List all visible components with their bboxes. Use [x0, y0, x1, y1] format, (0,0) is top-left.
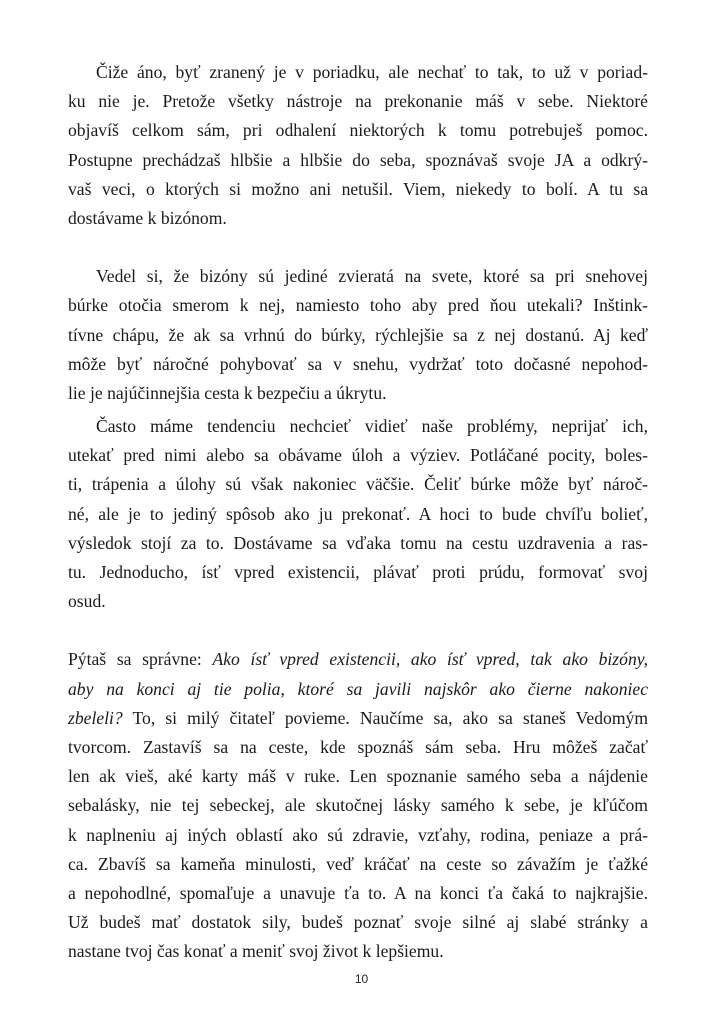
text-line: vaš veci, o ktorých si možno ani netušil. Viem, niekedy to bolí. A tu sa	[68, 178, 648, 199]
paragraph-2	[68, 262, 648, 408]
text-line: tu. Jednoducho, ísť vpred existencii, plávať proti prúdu, formovať svoj	[68, 562, 648, 582]
page-body	[68, 58, 648, 966]
paragraph-1	[68, 58, 648, 233]
text-line: né, ale je to jediný spôsob ako ju prekonať. A hoci to bude chvíľu bolieť,	[68, 503, 648, 524]
italic-question: aby na konci aj tie polia, ktoré sa javili najskôr ako čierne nakoniec	[68, 678, 648, 699]
text-line: Postupne prechádzaš hlbšie a hlbšie do seba, spoznávaš svoje JA a odkrý-	[68, 149, 648, 170]
text-line: dostávame k bizónom.	[68, 207, 227, 228]
text-line: osud.	[68, 591, 106, 612]
page-number: 10	[354, 972, 369, 986]
text-line: ti, trápenia a úlohy sú však nakoniec väčšie. Čeliť búrke môže byť nároč-	[68, 474, 648, 495]
text-line: môže byť náročné pohybovať sa v snehu, vydržať toto dočasné nepohod-	[68, 353, 648, 374]
italic-question: Ako ísť vpred existencii, ako ísť vpred, tak ako bizóny,	[212, 649, 648, 670]
text-line: utekať pred nimi alebo sa obávame úloh a výziev. Potláčané pocity, boles-	[68, 445, 648, 466]
text-line: sebalásky, nie tej sebeckej, ale skutočnej lásky samého k sebe, je kľúčom	[68, 795, 648, 816]
question-answer: To, si milý čitateľ povieme. Naučíme sa, ako sa staneš Vedomým	[122, 707, 648, 728]
text-line: Už budeš mať dostatok sily, budeš poznať svoje silné aj slabé stránky a	[68, 912, 648, 933]
text-line: Čiže áno, byť zranený je v poriadku, ale nechať to tak, to už v poriad-	[96, 62, 648, 82]
text-line: len ak vieš, aké karty máš v ruke. Len spoznanie samého seba a nájdenie	[68, 766, 648, 787]
text-line: Často máme tendenciu nechcieť vidieť naše problémy, neprijať ich,	[96, 416, 648, 437]
text-line	[68, 704, 648, 733]
italic-question: zbeleli?	[68, 707, 123, 728]
text-line: búrke otočia smerom k nej, namiesto toho aby pred ňou utekali? Inštink-	[68, 295, 648, 316]
text-line	[68, 645, 648, 674]
text-line: k naplneniu aj iných oblastí ako sú zdravie, vzťahy, rodina, peniaze a prá-	[68, 824, 648, 845]
text-line: ca. Zbavíš sa kameňa minulosti, veď kráčať na ceste so závažím je ťažké	[68, 853, 648, 874]
text-line: Vedel si, že bizóny sú jediné zvieratá na svete, ktoré sa pri snehovej	[96, 266, 648, 287]
text-line: a nepohodlné, spomaľuje a unavuje ťa to. A na konci ťa čaká to najkrajšie.	[68, 882, 648, 903]
paragraph-3	[68, 412, 648, 616]
text-line: lie je najúčinnejšia cesta k bezpečiu a úkrytu.	[68, 382, 387, 403]
text-line: tvorcom. Zastavíš sa na ceste, kde spoznáš sám seba. Hru môžeš začať	[68, 736, 648, 757]
text-line: tívne chápu, že ak sa vrhnú do búrky, rýchlejšie sa z nej dostanú. Aj keď	[68, 324, 648, 345]
text-line: nastane tvoj čas konať a meniť svoj život k lepšiemu.	[68, 941, 444, 962]
paragraph-4	[68, 645, 648, 966]
text-line: ku nie je. Pretože všetky nástroje na prekonanie máš v sebe. Niektoré	[68, 91, 648, 112]
question-intro: Pýtaš sa správne:	[68, 649, 213, 670]
paragraph-gap	[68, 233, 648, 262]
text-line: objavíš celkom sám, pri odhalení niektorých k tomu potrebuješ pomoc.	[68, 120, 648, 141]
text-line: výsledok stojí za to. Dostávame sa vďaka tomu na cestu uzdravenia a ras-	[68, 532, 648, 553]
paragraph-gap	[68, 616, 648, 645]
